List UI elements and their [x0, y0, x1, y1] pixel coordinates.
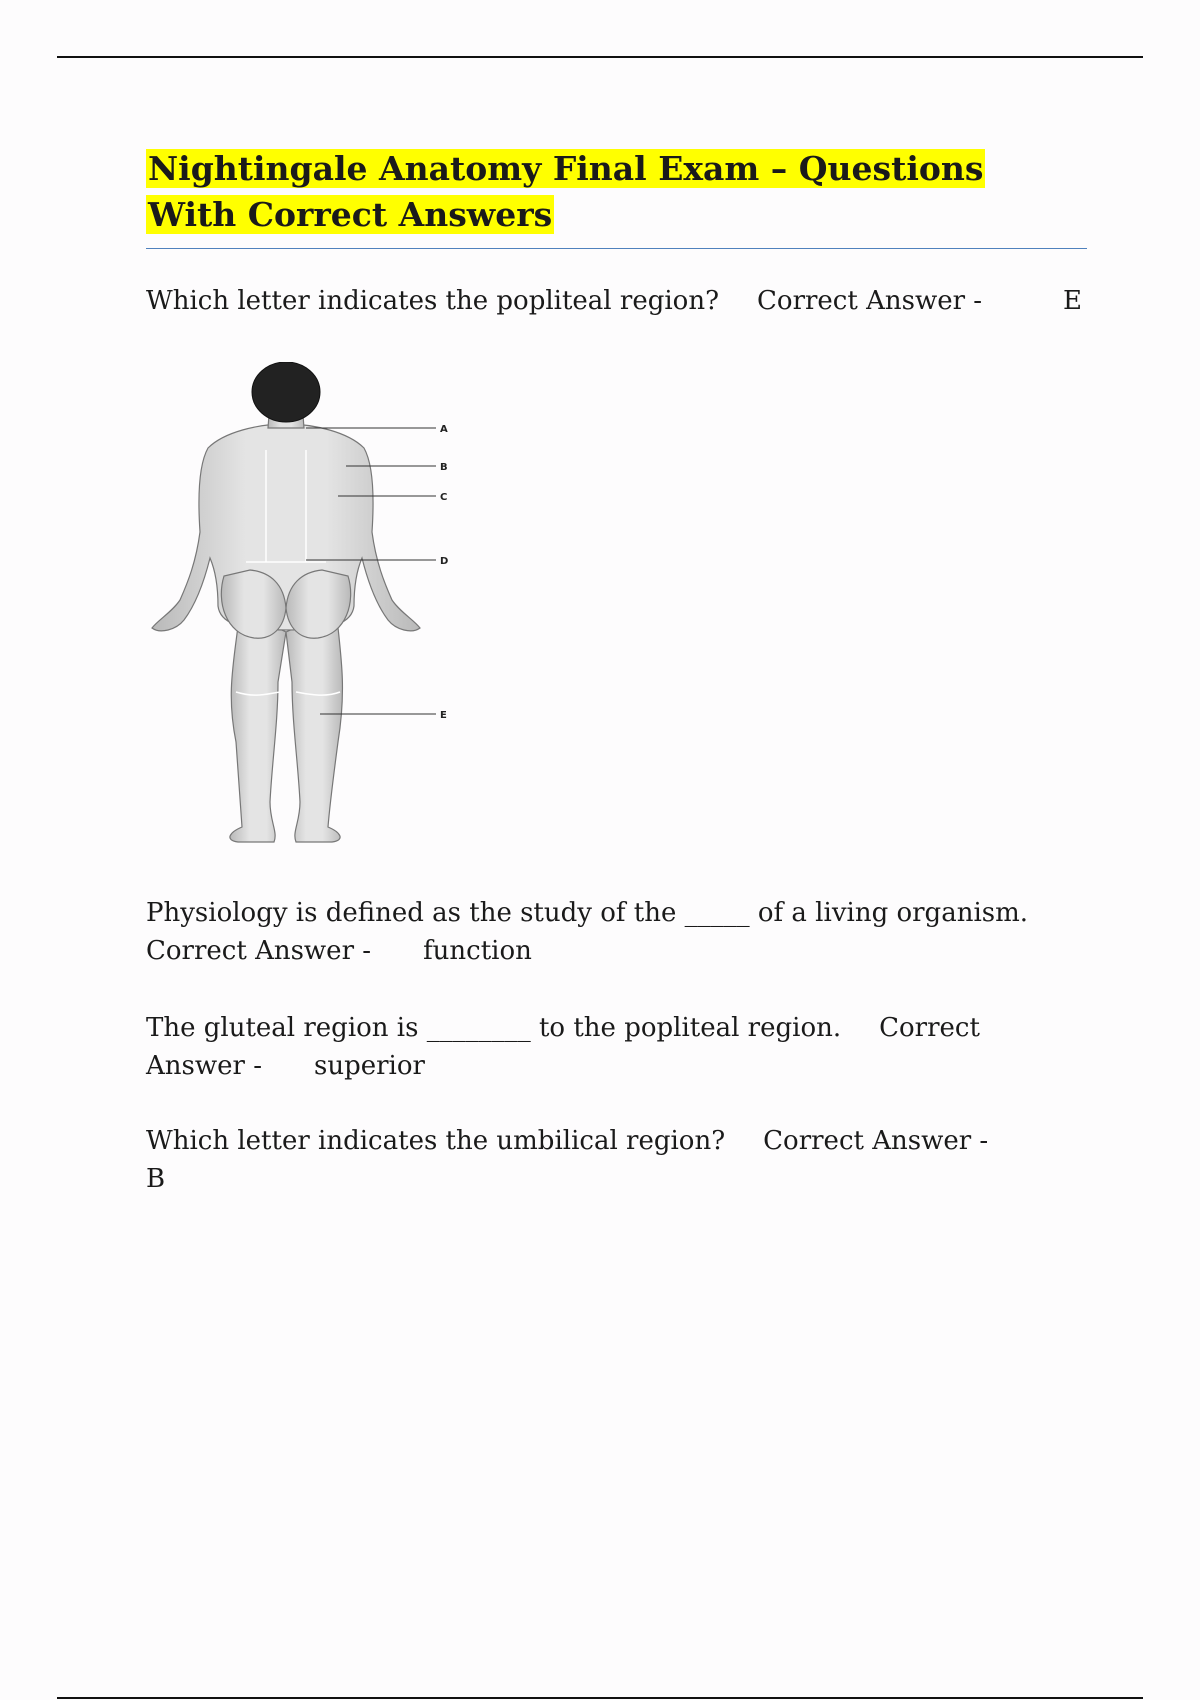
- label-e: E: [440, 710, 447, 721]
- body-silhouette: [152, 402, 420, 842]
- head: [252, 362, 320, 422]
- question-2-answer-label: Correct Answer -: [146, 936, 372, 966]
- header-rule: [57, 56, 1143, 58]
- question-1-answer-label: Correct Answer -: [757, 286, 983, 316]
- question-2: [146, 894, 1076, 970]
- question-3-text: The gluteal region is ________ to the popliteal region.: [146, 1013, 842, 1043]
- question-4-answer: B: [146, 1164, 166, 1194]
- label-d: D: [440, 556, 449, 567]
- question-4-answer-label: Correct Answer -: [763, 1126, 989, 1156]
- label-a: A: [440, 424, 448, 435]
- question-3-answer-label: Correct Answer -: [146, 1013, 980, 1081]
- question-3: [146, 1009, 1016, 1085]
- title-underline: [146, 248, 1087, 249]
- footer-rule: [57, 1697, 1143, 1699]
- question-2-text: Physiology is defined as the study of the _____ of a living organism.: [146, 898, 1029, 928]
- question-2-answer: function: [423, 936, 532, 966]
- question-1-answer: E: [1063, 286, 1082, 316]
- label-b: B: [440, 462, 448, 473]
- question-3-answer: superior: [313, 1051, 425, 1081]
- question-4: [146, 1122, 1026, 1198]
- question-4-text: Which letter indicates the umbilical region?: [146, 1126, 726, 1156]
- label-c: C: [440, 492, 448, 503]
- question-1: [146, 282, 1082, 320]
- document-title: Nightingale Anatomy Final Exam – Questions With Correct Answers: [148, 149, 984, 234]
- posterior-body-diagram: [146, 362, 476, 852]
- question-1-text: Which letter indicates the popliteal region?: [146, 286, 720, 316]
